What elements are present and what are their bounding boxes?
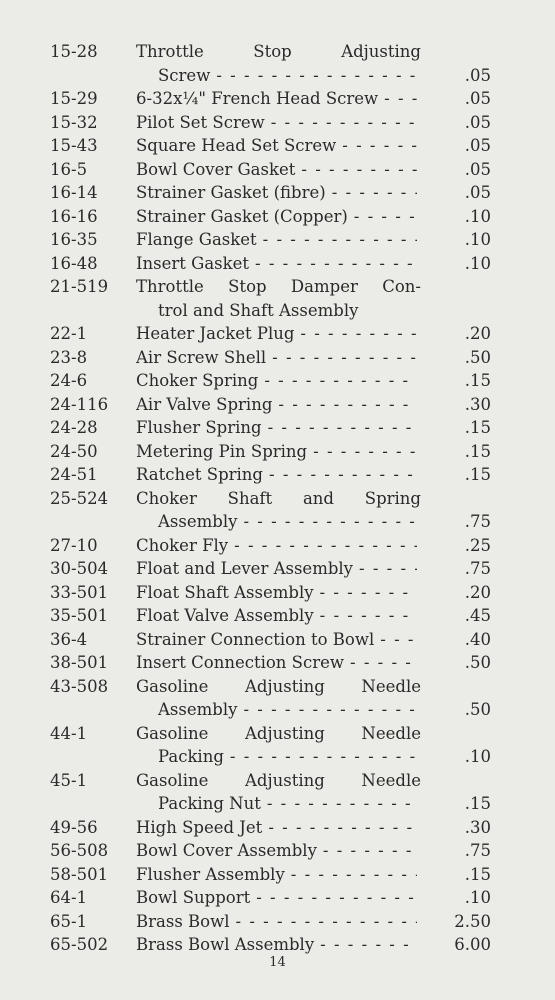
part-number: 15-28 — [50, 42, 98, 61]
dot-leader — [323, 839, 417, 863]
price: .05 — [464, 89, 491, 108]
part-row — [0, 228, 555, 252]
description-line: Insert Gasket — [136, 253, 250, 273]
part-description — [136, 463, 421, 487]
description-line: Metering Pin Spring — [136, 441, 308, 461]
part-description — [136, 87, 421, 111]
part-description — [136, 722, 421, 769]
part-number: 21-519 — [50, 277, 109, 296]
description-line: Pilot Set Screw — [136, 112, 265, 132]
description-line: Air Valve Spring — [136, 394, 273, 414]
part-row — [0, 933, 555, 957]
part-row — [0, 346, 555, 370]
dot-leader — [236, 910, 418, 934]
description-line: Float Valve Assembly — [136, 606, 314, 625]
part-number: 65-502 — [50, 935, 109, 954]
dot-leader — [332, 181, 417, 205]
part-description — [136, 440, 421, 464]
part-row — [0, 769, 555, 816]
price: .15 — [464, 441, 491, 461]
description-line: Brass Bowl Assembly — [136, 935, 315, 954]
price: .05 — [464, 136, 491, 155]
part-row — [0, 393, 555, 417]
description-line: Flusher Assembly — [136, 864, 285, 884]
part-number: 22-1 — [50, 324, 88, 343]
part-description — [136, 628, 421, 652]
part-row — [0, 722, 555, 769]
price: .75 — [464, 841, 491, 860]
dot-leader — [320, 933, 417, 957]
description-line: Bowl Support — [136, 888, 251, 907]
part-description — [136, 134, 421, 158]
price: 2.50 — [454, 911, 491, 931]
price: .15 — [464, 864, 491, 884]
price: .40 — [464, 629, 491, 649]
description-line: Square Head Set Screw — [136, 136, 337, 155]
part-row — [0, 534, 555, 558]
dot-leader — [243, 510, 417, 534]
dot-leader — [234, 534, 417, 558]
description-line: Air Screw Shell — [136, 347, 267, 367]
price: .75 — [464, 559, 491, 578]
dot-leader — [216, 64, 417, 88]
part-row — [0, 816, 555, 840]
part-row — [0, 369, 555, 393]
dot-leader — [359, 557, 417, 581]
part-number: 58-501 — [50, 864, 109, 884]
price: 6.00 — [454, 935, 491, 954]
part-number: 30-504 — [50, 559, 109, 578]
part-description — [136, 228, 421, 252]
description-line: Packing — [158, 747, 224, 766]
dot-leader — [380, 628, 417, 652]
part-number: 16-5 — [50, 159, 88, 179]
part-row — [0, 886, 555, 910]
price: .30 — [464, 817, 491, 837]
part-row — [0, 252, 555, 276]
dot-leader — [256, 886, 417, 910]
price: .15 — [464, 418, 491, 437]
part-description — [136, 910, 421, 934]
description-line: Gasoline Adjusting Needle — [136, 676, 421, 696]
description-line: Float and Lever Assembly — [136, 559, 354, 578]
part-description — [136, 886, 421, 910]
dot-leader — [278, 393, 417, 417]
description-line: Throttle Stop Adjusting — [136, 42, 421, 61]
part-description — [136, 651, 421, 675]
price: .05 — [464, 183, 491, 202]
description-line: Choker Shaft and Spring — [136, 488, 421, 508]
dot-leader — [263, 228, 417, 252]
description-line: Screw — [158, 65, 211, 85]
part-row — [0, 557, 555, 581]
dot-leader — [301, 158, 417, 182]
part-number: 16-48 — [50, 253, 98, 273]
description-line: Ratchet Spring — [136, 465, 263, 484]
price: .50 — [464, 700, 491, 719]
part-number: 15-32 — [50, 112, 98, 132]
part-description — [136, 111, 421, 135]
part-number: 38-501 — [50, 653, 109, 672]
price: .10 — [464, 888, 491, 907]
part-row — [0, 134, 555, 158]
price: .10 — [464, 747, 491, 766]
part-row — [0, 839, 555, 863]
price: .25 — [464, 535, 491, 555]
dot-leader — [264, 369, 417, 393]
part-row — [0, 322, 555, 346]
part-number: 24-50 — [50, 441, 98, 461]
description-line: High Speed Jet — [136, 817, 263, 837]
part-row — [0, 158, 555, 182]
part-number: 15-43 — [50, 136, 98, 155]
part-number: 15-29 — [50, 89, 98, 108]
price: .10 — [464, 206, 491, 226]
price: .05 — [464, 159, 491, 179]
part-row — [0, 40, 555, 87]
description-line: Assembly — [158, 700, 238, 719]
part-row — [0, 181, 555, 205]
part-number: 16-35 — [50, 230, 98, 249]
price: .15 — [464, 371, 491, 390]
part-description — [136, 863, 421, 887]
part-row — [0, 675, 555, 722]
part-number: 65-1 — [50, 911, 88, 931]
description-line: 6-32x¼" French Head Screw — [136, 89, 379, 108]
dot-leader — [291, 863, 417, 887]
price: .45 — [464, 606, 491, 625]
part-description — [136, 416, 421, 440]
dot-leader — [320, 604, 417, 628]
description-line: Gasoline Adjusting Needle — [136, 723, 421, 743]
part-row — [0, 205, 555, 229]
part-description — [136, 252, 421, 276]
page-number: 14 — [269, 955, 286, 970]
dot-leader — [243, 698, 417, 722]
price: .50 — [464, 347, 491, 367]
part-row — [0, 111, 555, 135]
description-line: Strainer Gasket (Copper) — [136, 206, 348, 226]
description-line: trol and Shaft Assembly — [158, 300, 359, 320]
part-row — [0, 463, 555, 487]
price: .30 — [464, 394, 491, 414]
price: .75 — [464, 512, 491, 531]
part-number: 43-508 — [50, 676, 109, 696]
part-description — [136, 369, 421, 393]
dot-leader — [230, 745, 417, 769]
part-description — [136, 933, 421, 957]
part-description — [136, 557, 421, 581]
part-description — [136, 581, 421, 605]
part-number: 16-16 — [50, 206, 98, 226]
part-row — [0, 604, 555, 628]
description-line: Flusher Spring — [136, 418, 262, 437]
part-description — [136, 346, 421, 370]
price: .20 — [464, 324, 491, 343]
price: .15 — [464, 794, 491, 813]
part-row — [0, 87, 555, 111]
price: .05 — [464, 65, 491, 85]
part-description — [136, 675, 421, 722]
part-number: 16-14 — [50, 183, 98, 202]
part-number: 27-10 — [50, 535, 98, 555]
part-description — [136, 604, 421, 628]
part-number: 33-501 — [50, 582, 109, 602]
dot-leader — [384, 87, 417, 111]
part-number: 25-524 — [50, 488, 109, 508]
description-line: Bowl Cover Gasket — [136, 159, 296, 179]
description-line: Float Shaft Assembly — [136, 582, 314, 602]
part-row — [0, 440, 555, 464]
part-description — [136, 816, 421, 840]
part-number: 45-1 — [50, 770, 88, 790]
price: .10 — [464, 230, 491, 249]
description-line: Assembly — [158, 512, 238, 531]
part-description — [136, 40, 421, 87]
part-number: 24-116 — [50, 394, 109, 414]
part-number: 49-56 — [50, 817, 98, 837]
part-number: 44-1 — [50, 723, 88, 743]
dot-leader — [272, 346, 417, 370]
part-number: 24-51 — [50, 465, 98, 484]
part-description — [136, 769, 421, 816]
dot-leader — [268, 816, 417, 840]
part-row — [0, 416, 555, 440]
part-number: 24-28 — [50, 418, 98, 437]
description-line: Strainer Connection to Bowl — [136, 629, 375, 649]
description-line: Gasoline Adjusting Needle — [136, 770, 421, 790]
price: .10 — [464, 253, 491, 273]
part-row — [0, 628, 555, 652]
description-line: Insert Connection Screw — [136, 653, 344, 672]
part-description — [136, 322, 421, 346]
price: .50 — [464, 653, 491, 672]
part-row — [0, 651, 555, 675]
dot-leader — [313, 440, 417, 464]
description-line: Throttle Stop Damper Con- — [136, 277, 421, 296]
dot-leader — [271, 111, 417, 135]
price: .05 — [464, 112, 491, 132]
description-line: Bowl Cover Assembly — [136, 841, 317, 860]
dot-leader — [354, 205, 417, 229]
part-description — [136, 275, 421, 322]
dot-leader — [342, 134, 417, 158]
dot-leader — [269, 463, 417, 487]
dot-leader — [255, 252, 417, 276]
part-number: 64-1 — [50, 888, 88, 907]
part-description — [136, 534, 421, 558]
parts-list — [0, 40, 555, 957]
part-description — [136, 205, 421, 229]
description-line: Heater Jacket Plug — [136, 324, 295, 343]
part-description — [136, 393, 421, 417]
part-description — [136, 839, 421, 863]
part-row — [0, 275, 555, 322]
description-line: Strainer Gasket (fibre) — [136, 183, 326, 202]
part-row — [0, 581, 555, 605]
description-line: Choker Fly — [136, 535, 229, 555]
description-line: Choker Spring — [136, 371, 259, 390]
part-row — [0, 863, 555, 887]
description-line: Packing Nut — [158, 794, 261, 813]
part-number: 56-508 — [50, 841, 109, 860]
dot-leader — [268, 416, 417, 440]
price: .20 — [464, 582, 491, 602]
part-description — [136, 181, 421, 205]
description-line: Flange Gasket — [136, 230, 257, 249]
part-row — [0, 487, 555, 534]
part-number: 23-8 — [50, 347, 88, 367]
part-description — [136, 487, 421, 534]
part-number: 35-501 — [50, 606, 109, 625]
dot-leader — [320, 581, 417, 605]
part-number: 36-4 — [50, 629, 88, 649]
description-line: Brass Bowl — [136, 911, 230, 931]
dot-leader — [300, 322, 417, 346]
part-number: 24-6 — [50, 371, 88, 390]
part-row — [0, 910, 555, 934]
part-description — [136, 158, 421, 182]
dot-leader — [350, 651, 417, 675]
price: .15 — [464, 465, 491, 484]
dot-leader — [267, 792, 417, 816]
